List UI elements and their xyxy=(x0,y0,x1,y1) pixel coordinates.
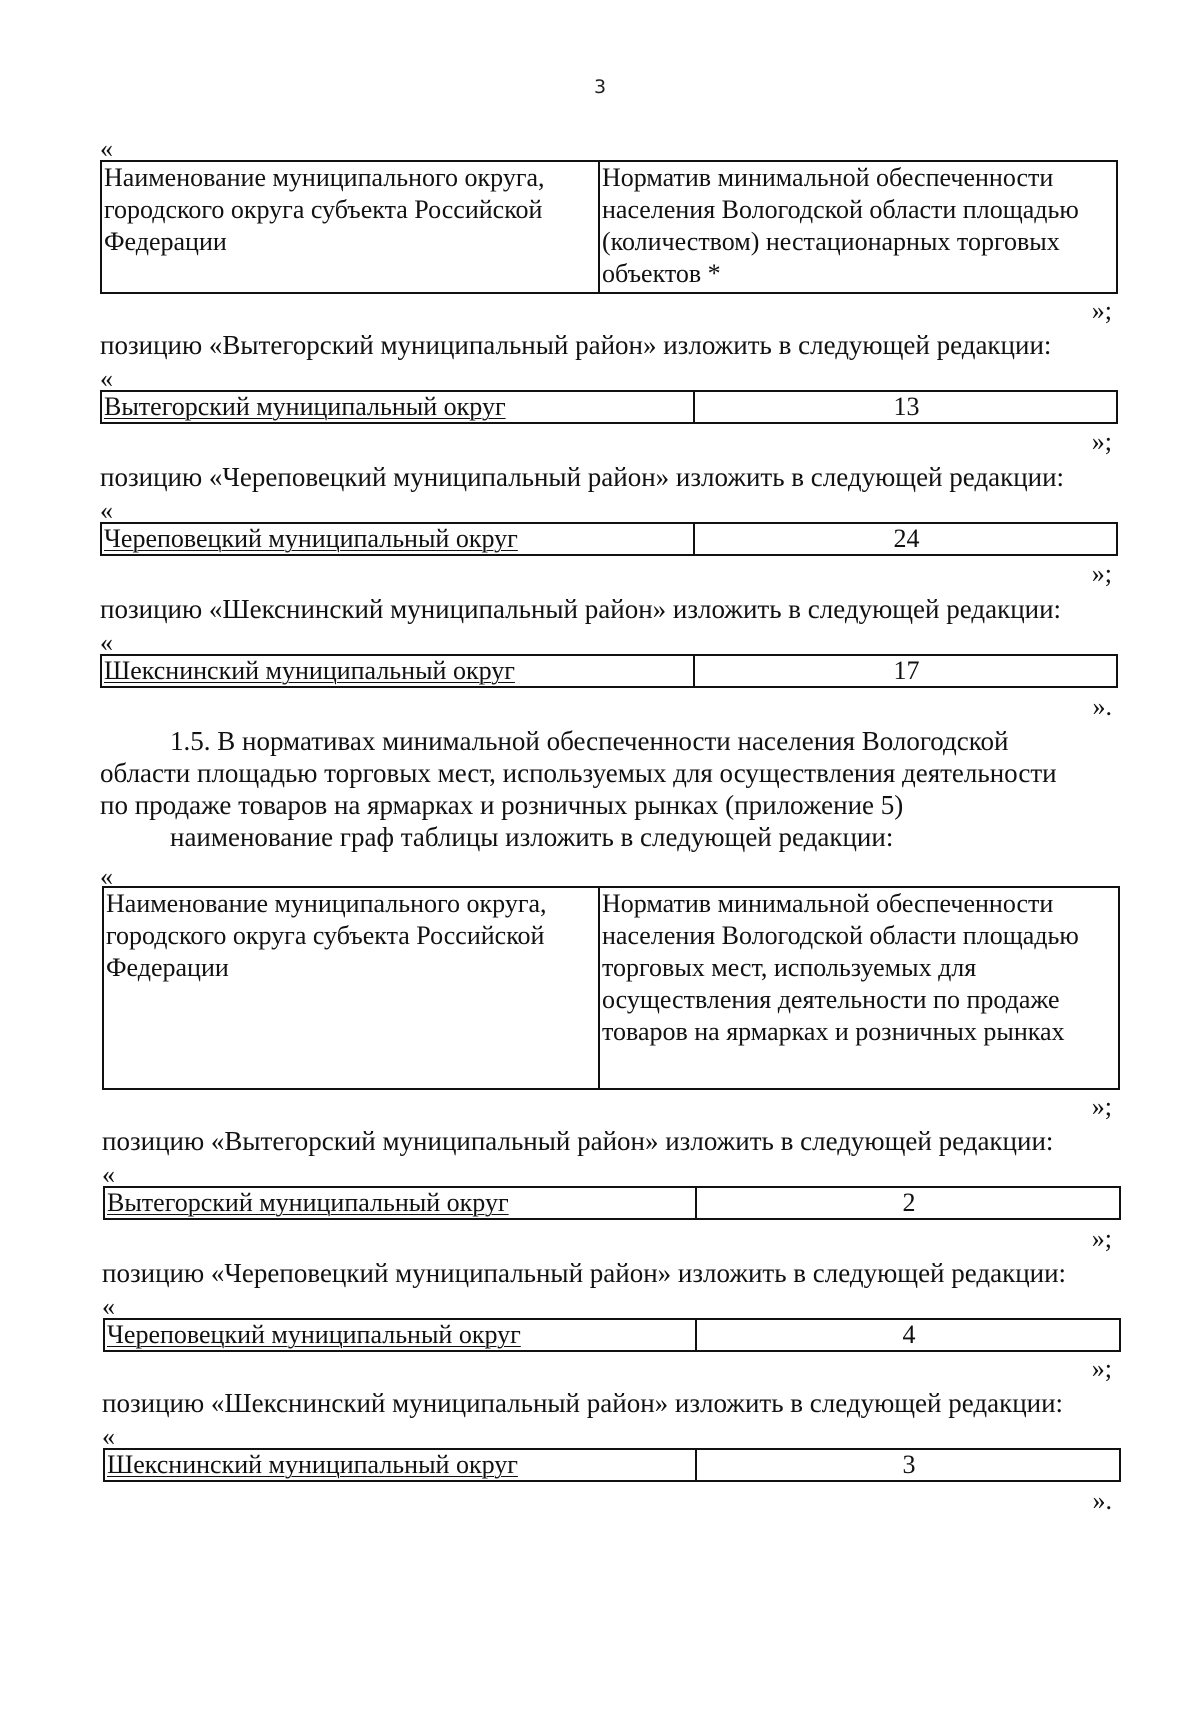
district-name xyxy=(101,655,694,687)
header-table-2 xyxy=(102,886,1120,1090)
paragraph-line: 1.5. В нормативах минимальной обеспеченности населения Вологодской xyxy=(170,726,1009,756)
quote-close: »; xyxy=(1091,296,1112,325)
header-col-norm: Норматив минимальной обеспеченности населения Вологодской области площадью торговых мест, используемых для осуществления деятельности по продаже товаров на ярмарках и розничных рынках xyxy=(599,887,1119,1089)
quote-open: « xyxy=(100,628,113,657)
table-row xyxy=(103,1318,1121,1352)
quote-open: « xyxy=(102,1422,115,1451)
quote-open: « xyxy=(100,496,113,525)
table-row xyxy=(100,390,1118,424)
quote-close: »; xyxy=(1091,559,1112,588)
table-row xyxy=(100,654,1118,688)
quote-close: »; xyxy=(1091,427,1112,456)
instruction-text: позицию «Череповецкий муниципальный район» изложить в следующей редакции: xyxy=(102,1258,1067,1288)
table-row xyxy=(100,522,1118,556)
quote-open: « xyxy=(100,364,113,393)
instruction-text: позицию «Вытегорский муниципальный район» изложить в следующей редакции: xyxy=(102,1126,1054,1156)
paragraph-line: по продаже товаров на ярмарках и розничных рынках (приложение 5) xyxy=(100,790,904,820)
header-col-norm: Норматив минимальной обеспеченности населения Вологодской области площадью (количеством) нестационарных торговых объектов * xyxy=(599,161,1117,293)
quote-close: »; xyxy=(1091,1092,1112,1121)
table-row xyxy=(103,1448,1121,1482)
district-name-text: Череповецкий муниципальный округ xyxy=(107,1320,521,1349)
paragraph-line: области площадью торговых мест, используемых для осуществления деятельности xyxy=(100,758,1057,788)
header-table-1 xyxy=(100,160,1118,294)
district-name-text: Череповецкий муниципальный округ xyxy=(104,524,518,553)
district-name-text: Шекснинский муниципальный округ xyxy=(104,656,515,685)
paragraph-line: наименование граф таблицы изложить в следующей редакции: xyxy=(170,822,894,852)
district-name-text: Вытегорский муниципальный округ xyxy=(107,1188,509,1217)
quote-open: « xyxy=(102,1292,115,1321)
norm-value: 24 xyxy=(694,523,1117,555)
page-number: 3 xyxy=(593,76,607,98)
instruction-text: позицию «Вытегорский муниципальный район» изложить в следующей редакции: xyxy=(100,330,1052,360)
norm-value: 17 xyxy=(694,655,1117,687)
district-name xyxy=(104,1319,696,1351)
district-name-text: Вытегорский муниципальный округ xyxy=(104,392,506,421)
header-col-name: Наименование муниципального округа, городского округа субъекта Российской Федерации xyxy=(101,161,599,293)
norm-value: 3 xyxy=(696,1449,1120,1481)
quote-open: « xyxy=(100,862,113,891)
district-name-text: Шекснинский муниципальный округ xyxy=(107,1450,518,1479)
quote-open: « xyxy=(102,1160,115,1189)
instruction-text: позицию «Шекснинский муниципальный район» изложить в следующей редакции: xyxy=(102,1388,1064,1418)
quote-close: ». xyxy=(1092,1486,1112,1515)
instruction-text: позицию «Шекснинский муниципальный район» изложить в следующей редакции: xyxy=(100,594,1062,624)
norm-value: 13 xyxy=(694,391,1117,423)
quote-close: »; xyxy=(1091,1224,1112,1253)
district-name xyxy=(104,1187,696,1219)
quote-close: ». xyxy=(1092,692,1112,721)
instruction-text: позицию «Череповецкий муниципальный район» изложить в следующей редакции: xyxy=(100,462,1065,492)
table-row xyxy=(103,1186,1121,1220)
header-col-name: Наименование муниципального округа, городского округа субъекта Российской Федерации xyxy=(103,887,599,1089)
quote-close: »; xyxy=(1091,1354,1112,1383)
quote-open: « xyxy=(100,134,113,163)
district-name xyxy=(101,391,694,423)
norm-value: 2 xyxy=(696,1187,1120,1219)
norm-value: 4 xyxy=(696,1319,1120,1351)
district-name xyxy=(101,523,694,555)
district-name xyxy=(104,1449,696,1481)
